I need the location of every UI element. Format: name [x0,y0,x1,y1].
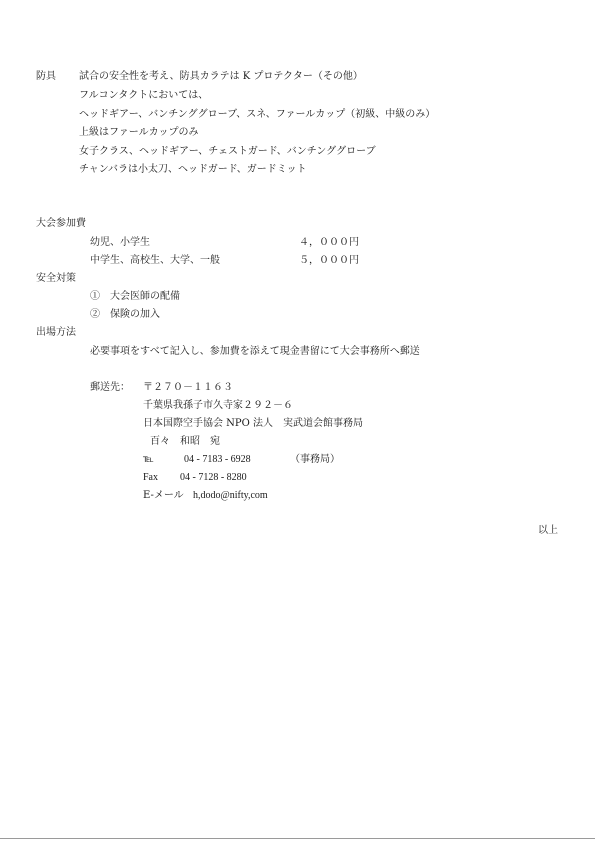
application-heading: 出場方法 [36,327,76,338]
application-text: 必要事項をすべて記入し、参加費を添えて現金書留にて大会事務所へ郵送 [90,346,420,357]
mailing-organization: 日本国際空手協会 NPO 法人 実武道会館事務局 [143,418,364,429]
page-bottom-rule [0,838,595,839]
entry-fee-row-amount: ５，０００円 [299,255,359,266]
mailing-postal-code: 〒２７０－１１６３ [143,382,233,393]
protective-gear-line-3: ヘッドギアー、バンチンググローブ、スネ、ファールカップ（初級、中級のみ） [79,109,436,120]
closing-text: 以上 [538,525,558,536]
tel-number: 04 - 7183 - 6928 [184,454,251,465]
email-label: E-メール [143,490,184,501]
protective-gear-line-1: 試合の安全性を考え、防具カラテは K プロテクター（その他） [79,71,363,82]
mailing-address: 千葉県我孫子市久寺家２９２－６ [143,400,293,411]
fax-number: 04 - 7128 - 8280 [180,472,247,483]
tel-label: ℡ [143,454,154,465]
entry-fee-heading: 大会参加費 [36,218,86,229]
safety-heading: 安全対策 [36,273,76,284]
protective-gear-line-2: フルコンタクトにおいては、 [79,90,209,101]
email-address: h,dodo@nifty,com [193,490,268,501]
safety-item: ② 保険の加入 [90,309,160,320]
protective-gear-line-4: 上級はファールカップのみ [79,127,199,138]
fax-label: Fax [143,472,158,483]
tel-note: （事務局） [290,454,340,465]
mailing-label: 郵送先： [90,382,130,393]
mailing-recipient-name: 百々 和昭 宛 [150,436,220,447]
protective-gear-heading: 防具 [36,71,56,82]
entry-fee-row-label: 幼児、小学生 [90,237,150,248]
protective-gear-line-6: チャンバラは小太刀、ヘッドガード、ガードミット [79,164,307,175]
safety-item: ① 大会医師の配備 [90,291,180,302]
entry-fee-row-amount: ４，０００円 [299,237,359,248]
protective-gear-line-5: 女子クラス、ヘッドギアー、チェストガード、バンチンググローブ [79,146,376,157]
entry-fee-row-label: 中学生、高校生、大学、一般 [90,255,220,266]
